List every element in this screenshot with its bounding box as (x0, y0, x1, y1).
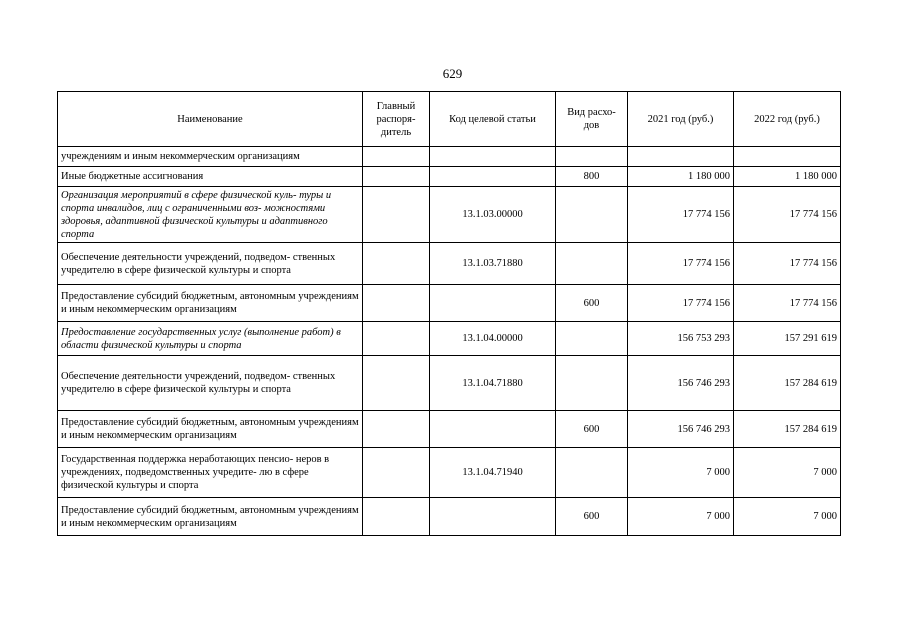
cell-manager (363, 167, 430, 187)
cell-type (556, 356, 628, 411)
page-number: 629 (442, 66, 463, 81)
cell-year-2022: 17 774 156 (734, 187, 841, 243)
header-year-2022: 2022 год (руб.) (734, 92, 841, 147)
cell-year-2021: 156 746 293 (628, 356, 734, 411)
header-name: Наименование (58, 92, 363, 147)
cell-name: Иные бюджетные ассигнования (58, 167, 363, 187)
header-type: Вид расхо- дов (556, 92, 628, 147)
cell-year-2021: 17 774 156 (628, 243, 734, 285)
cell-year-2022 (734, 147, 841, 167)
cell-year-2022: 157 291 619 (734, 322, 841, 356)
table-row (58, 243, 841, 285)
cell-manager (363, 322, 430, 356)
table-row (58, 448, 841, 498)
cell-name: Предоставление субсидий бюджетным, автономным учреждениям и иным некоммерческим организациям (58, 498, 363, 536)
header-year-2021: 2021 год (руб.) (628, 92, 734, 147)
header-manager: Главный распоря- дитель (363, 92, 430, 147)
cell-manager (363, 243, 430, 285)
cell-year-2022: 1 180 000 (734, 167, 841, 187)
cell-type: 600 (556, 498, 628, 536)
cell-code: 13.1.03.00000 (430, 187, 556, 243)
table-row (58, 356, 841, 411)
cell-year-2021: 7 000 (628, 448, 734, 498)
cell-code: 13.1.04.00000 (430, 322, 556, 356)
cell-year-2022: 17 774 156 (734, 285, 841, 322)
table-row (58, 285, 841, 322)
cell-year-2022: 7 000 (734, 498, 841, 536)
cell-code (430, 167, 556, 187)
table-row (58, 498, 841, 536)
cell-name: Организация мероприятий в сфере физической куль- туры и спорта инвалидов, лиц с ограниченными воз- можностями здоровья, адаптивной физической культуры и адаптивного спорта (58, 187, 363, 243)
cell-code: 13.1.04.71880 (430, 356, 556, 411)
cell-year-2021: 156 753 293 (628, 322, 734, 356)
table-row (58, 147, 841, 167)
cell-manager (363, 285, 430, 322)
cell-year-2021: 17 774 156 (628, 285, 734, 322)
cell-name: Предоставление субсидий бюджетным, автономным учреждениям и иным некоммерческим организациям (58, 411, 363, 448)
cell-code: 13.1.03.71880 (430, 243, 556, 285)
cell-name: Предоставление субсидий бюджетным, автономным учреждениям и иным некоммерческим организациям (58, 285, 363, 322)
header-code: Код целевой статьи (430, 92, 556, 147)
cell-year-2022: 7 000 (734, 448, 841, 498)
cell-code (430, 411, 556, 448)
cell-code (430, 147, 556, 167)
cell-name: Предоставление государственных услуг (выполнение работ) в области физической культуры и спорта (58, 322, 363, 356)
cell-type (556, 187, 628, 243)
cell-type: 600 (556, 411, 628, 448)
table-header-row (58, 92, 841, 147)
cell-type (556, 147, 628, 167)
cell-manager (363, 411, 430, 448)
table-row (58, 411, 841, 448)
cell-manager (363, 498, 430, 536)
cell-type: 800 (556, 167, 628, 187)
cell-manager (363, 187, 430, 243)
cell-name: учреждениям и иным некоммерческим организациям (58, 147, 363, 167)
table-row (58, 167, 841, 187)
table-body (58, 147, 841, 536)
cell-year-2021 (628, 147, 734, 167)
budget-table (57, 91, 841, 536)
cell-name: Обеспечение деятельности учреждений, подведом- ственных учредителю в сфере физической культуры и спорта (58, 243, 363, 285)
cell-manager (363, 147, 430, 167)
cell-type (556, 448, 628, 498)
table-row (58, 187, 841, 243)
cell-code (430, 285, 556, 322)
cell-code: 13.1.04.71940 (430, 448, 556, 498)
table-row (58, 322, 841, 356)
cell-manager (363, 356, 430, 411)
cell-year-2022: 157 284 619 (734, 411, 841, 448)
cell-year-2021: 156 746 293 (628, 411, 734, 448)
cell-year-2021: 1 180 000 (628, 167, 734, 187)
cell-manager (363, 448, 430, 498)
cell-year-2021: 17 774 156 (628, 187, 734, 243)
cell-year-2022: 157 284 619 (734, 356, 841, 411)
cell-name: Обеспечение деятельности учреждений, подведом- ственных учредителю в сфере физической культуры и спорта (58, 356, 363, 411)
cell-type (556, 322, 628, 356)
cell-code (430, 498, 556, 536)
cell-name: Государственная поддержка неработающих пенсио- неров в учреждениях, подведомственных учредите- лю в сфере физической культуры и спорта (58, 448, 363, 498)
cell-year-2021: 7 000 (628, 498, 734, 536)
cell-type (556, 243, 628, 285)
cell-type: 600 (556, 285, 628, 322)
cell-year-2022: 17 774 156 (734, 243, 841, 285)
